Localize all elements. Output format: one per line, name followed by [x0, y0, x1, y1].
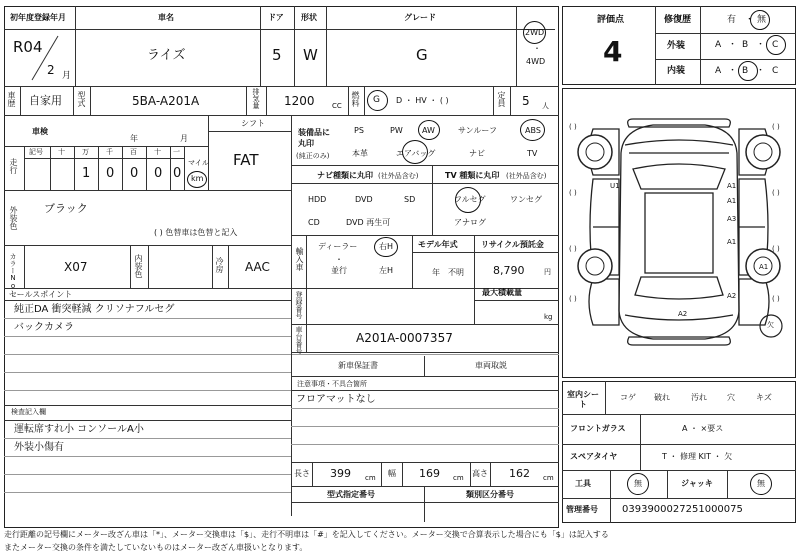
mileage-digit-label: 十 — [154, 148, 161, 156]
capacity: 5 — [522, 94, 530, 108]
parallel: 並行 — [331, 266, 347, 275]
mileage-digit: 0 — [173, 166, 182, 181]
mileage-digit: 0 — [154, 166, 163, 181]
reg-use: 自家用 — [29, 94, 62, 107]
chassis-label: 車台番号 — [295, 326, 303, 354]
door-count: 5 — [272, 46, 282, 64]
max-load-label: 最大積載量 — [482, 288, 522, 297]
door-header: ドア — [268, 13, 284, 22]
car-name: ライズ — [147, 48, 186, 63]
exterior-grade-option: A — [715, 40, 722, 50]
width-unit: cm — [453, 474, 464, 482]
mm-front-left: ( ) — [569, 123, 577, 131]
tv-label-sub: (社外品含む) — [506, 172, 547, 180]
width-label: 幅 — [388, 469, 396, 478]
width-value: 169 — [419, 467, 440, 480]
equipment-option: PW — [390, 126, 403, 135]
inspection-year: 年 — [130, 134, 138, 143]
navi-option: DVD 再生可 — [346, 218, 391, 227]
color-no: X07 — [64, 260, 88, 274]
grade-value: G — [416, 46, 428, 64]
mileage-digit-label: 万 — [82, 148, 89, 156]
mm-rear-left: ( ) — [569, 295, 577, 303]
interior-color-label: 内装色 — [134, 254, 143, 278]
interior-grade-option: A — [715, 66, 722, 76]
equipment-option: ABS — [525, 126, 541, 135]
mm-mid-right-2: ( ) — [772, 245, 780, 253]
damage-mark-a2-rear-bumper: A2 — [678, 310, 688, 318]
exterior-color: ブラック — [44, 202, 88, 215]
tools-value: 無 — [634, 479, 642, 488]
mileage-label: 走行 — [9, 158, 18, 174]
tv-option: アナログ — [454, 218, 486, 227]
registered-label: 登録番号 — [295, 291, 303, 319]
length-value: 399 — [330, 467, 351, 480]
equipment-option: エアバッグ — [396, 149, 436, 158]
max-load-unit: kg — [544, 313, 553, 321]
damage-mark-a1-rear-wheel: A1 — [759, 263, 769, 271]
damage-mark-a1-rear-door: A1 — [727, 238, 737, 246]
mile-label: マイル — [188, 159, 209, 167]
windshield-label: フロントガラス — [570, 424, 626, 433]
exterior-grade-label: 外装 — [667, 41, 686, 51]
length-label: 長さ — [294, 469, 310, 478]
slash-divider — [28, 34, 62, 82]
sales-point-label: セールスポイント — [9, 290, 73, 299]
ac-value: AAC — [245, 260, 270, 274]
exterior-grade-option: ・ — [728, 40, 738, 50]
equipment-label: 装備品に丸印 — [298, 128, 330, 148]
mileage-digit-label: 百 — [130, 148, 137, 156]
equipment-option: TV — [527, 149, 538, 158]
mileage-digit: 0 — [130, 166, 139, 181]
interior-grade-option: C — [772, 66, 779, 76]
repair-option: ・ — [745, 15, 755, 25]
type-cert-label: 型式指定番号 — [327, 490, 375, 499]
missing-mark: 欠 — [767, 321, 774, 329]
model-code: 5BA-A201A — [132, 94, 200, 108]
notes-label: 注意事項・不具合箇所 — [297, 380, 367, 388]
equipment-option: 本革 — [352, 149, 368, 158]
damage-mark-a1-door-right: A1 — [727, 197, 737, 205]
control-number: 0393900027251000075 — [622, 504, 743, 515]
first-reg-header: 初年度登録年月 — [10, 13, 66, 22]
inspector-label: 検査記入欄 — [11, 408, 46, 416]
height-label: 高さ — [472, 469, 488, 478]
seat-condition-option: コゲ — [620, 393, 636, 402]
abs-circle — [520, 119, 545, 141]
drive-4wd: 4WD — [526, 57, 546, 66]
recycle-unit: 円 — [544, 268, 551, 276]
navi-option: SD — [404, 195, 416, 204]
grade-header: グレード — [404, 13, 436, 22]
shift-label: シフト — [241, 119, 265, 128]
fuel-label: 燃料 — [351, 91, 360, 107]
tools-label: 工具 — [575, 479, 591, 488]
dealer: ディーラー — [318, 242, 358, 251]
mm-mid-right-1: ( ) — [772, 189, 780, 197]
jack-label: ジャッキ — [681, 479, 713, 488]
airbag-circle — [402, 140, 428, 164]
fuel-options: D ・ HV ・ ( ) — [396, 96, 449, 105]
navi-option: DVD — [355, 195, 373, 204]
drive-dot: ・ — [533, 44, 541, 53]
spare-tire-options: T ・ 修理 KIT ・ 欠 — [662, 452, 733, 461]
seat-condition-option: 破れ — [654, 393, 670, 402]
damage-mark-a3: A3 — [727, 215, 737, 223]
sales-point-line-2: バックカメラ — [14, 322, 74, 333]
tv-label: TV 種類に丸印 — [445, 171, 500, 180]
navi-option: CD — [308, 218, 320, 227]
exterior-grade-option: ・ — [756, 40, 766, 50]
damage-mark-a2-rear-quarter: A2 — [727, 292, 737, 300]
damage-mark-u1: U1 — [610, 182, 620, 190]
jack-value: 無 — [757, 479, 765, 488]
body-shape: W — [303, 46, 318, 64]
car-diagram — [563, 89, 795, 377]
reg-month-unit: 月 — [62, 71, 72, 81]
recycle-value: 8,790 — [493, 264, 525, 277]
model-label: 型式 — [77, 91, 86, 107]
capacity-label: 定員 — [497, 91, 506, 107]
repair-history-label: 修復歴 — [664, 15, 692, 25]
seat-condition-option: 汚れ — [691, 393, 707, 402]
mileage-digit-label: 一 — [173, 148, 180, 156]
km-label: km — [191, 174, 204, 183]
mm-mid-left-2: ( ) — [569, 245, 577, 253]
inspector-line-2: 外装小傷有 — [14, 442, 64, 453]
import-label: 輸入車 — [295, 247, 304, 271]
displacement-label: 排気量 — [252, 88, 260, 109]
navi-label: ナビ種類に丸印 — [317, 171, 373, 180]
notes-value: フロアマットなし — [296, 394, 376, 405]
repaint-note: ( ) 色替車は色替と記入 — [154, 228, 238, 237]
equipment-option: AW — [422, 126, 435, 135]
repair-option: 有 — [727, 15, 737, 25]
navi-label-sub: (社外品含む) — [378, 172, 419, 180]
import-dot: ・ — [335, 255, 343, 264]
equipment-sublabel: (純正のみ) — [296, 152, 330, 160]
interior-seat-label: 室内シート — [567, 390, 599, 409]
length-unit: cm — [365, 474, 376, 482]
seat-condition-option: キズ — [756, 393, 772, 402]
capacity-unit: 人 — [542, 102, 549, 110]
fullseg-circle — [455, 187, 481, 213]
interior-grade-option: ・ — [728, 66, 738, 76]
windshield-options: A ・ ×要ス — [682, 424, 724, 433]
mm-mid-left-1: ( ) — [569, 189, 577, 197]
mileage-digit: 0 — [106, 166, 115, 181]
exterior-c-circle — [766, 35, 786, 55]
vehicle-manual: 車両取説 — [475, 361, 507, 370]
repair-option: 無 — [757, 15, 767, 25]
mm-rear-right: ( ) — [772, 295, 780, 303]
equipment-option: PS — [354, 126, 364, 135]
drive-2wd: 2WD — [525, 28, 545, 37]
footer-note-1: 走行距離の記号欄にメーター改ざん車は「*」、メーター交換車は「$」、走行不明車は「#」を記入してください。メーター交換で合算表示した場合にも「$」は記入する — [4, 530, 609, 539]
ac-label: 冷房 — [215, 257, 224, 273]
displacement-unit: CC — [332, 102, 342, 110]
left-hand: 左H — [379, 266, 394, 275]
aw-circle — [418, 120, 440, 140]
recycle-label: リサイクル預託金 — [481, 240, 544, 249]
equipment-option: サンルーフ — [458, 126, 497, 135]
mileage-digit-label: 十 — [58, 148, 65, 156]
exterior-grade-option: C — [772, 40, 779, 50]
seat-condition-option: 穴 — [727, 393, 735, 402]
reg-era: R04 — [13, 38, 43, 56]
exterior-grade-option: B — [742, 40, 749, 50]
height-unit: cm — [543, 474, 554, 482]
new-car-warranty: 新車保証書 — [338, 361, 378, 370]
inspector-line-1: 運転席すれ小 コンソールA小 — [14, 424, 144, 435]
right-hand: 右H — [379, 242, 394, 251]
repair-none-circle — [750, 10, 770, 30]
height-value: 162 — [509, 467, 530, 480]
model-year-value: 年 不明 — [432, 268, 464, 277]
mileage-digit-label: 記号 — [29, 148, 43, 156]
mileage-digit: 1 — [82, 166, 91, 181]
reg-label: 車歴 — [7, 91, 16, 107]
fuel-gas: G — [373, 95, 380, 105]
exterior-color-label: 外装色 — [9, 206, 18, 230]
inspection-month: 月 — [180, 134, 188, 143]
interior-grade-option: ・ — [756, 66, 766, 76]
sales-point-line-1: 純正DA 衝突軽減 クリソナフルセグ — [14, 304, 175, 315]
score-label: 評価点 — [597, 15, 625, 25]
interior-grade-label: 内装 — [667, 66, 686, 76]
shift-value: FAT — [233, 151, 259, 169]
mm-front-right: ( ) — [772, 123, 780, 131]
chassis-number: A201A-0007357 — [356, 331, 453, 345]
reg-month: 2 — [47, 63, 55, 77]
interior-b-circle — [738, 61, 758, 81]
navi-option: HDD — [308, 195, 327, 204]
score-value: 4 — [603, 35, 623, 68]
equipment-option: ナビ — [469, 149, 485, 158]
footer-note-2: またメーター交換の条件を満たしていないものはメーター改ざん車扱いとなります。 — [4, 543, 308, 552]
interior-grade-option: B — [742, 66, 749, 76]
spare-tire-label: スペアタイヤ — [570, 452, 618, 461]
car-name-header: 車名 — [158, 13, 174, 22]
damage-mark-a1-front-right: A1 — [727, 182, 737, 190]
model-year-label: モデル年式 — [418, 240, 458, 249]
displacement: 1200 — [284, 94, 315, 108]
color-no-label: カラーNo. — [9, 253, 17, 298]
tv-option: ワンセグ — [510, 195, 542, 204]
class-code-label: 類別区分番号 — [466, 490, 514, 499]
tv-option: フルセグ — [454, 195, 486, 204]
inspection-label: 車検 — [32, 127, 48, 136]
shape-header: 形状 — [301, 13, 317, 22]
control-number-label: 管理番号 — [566, 505, 598, 514]
mileage-digit-label: 千 — [106, 148, 113, 156]
